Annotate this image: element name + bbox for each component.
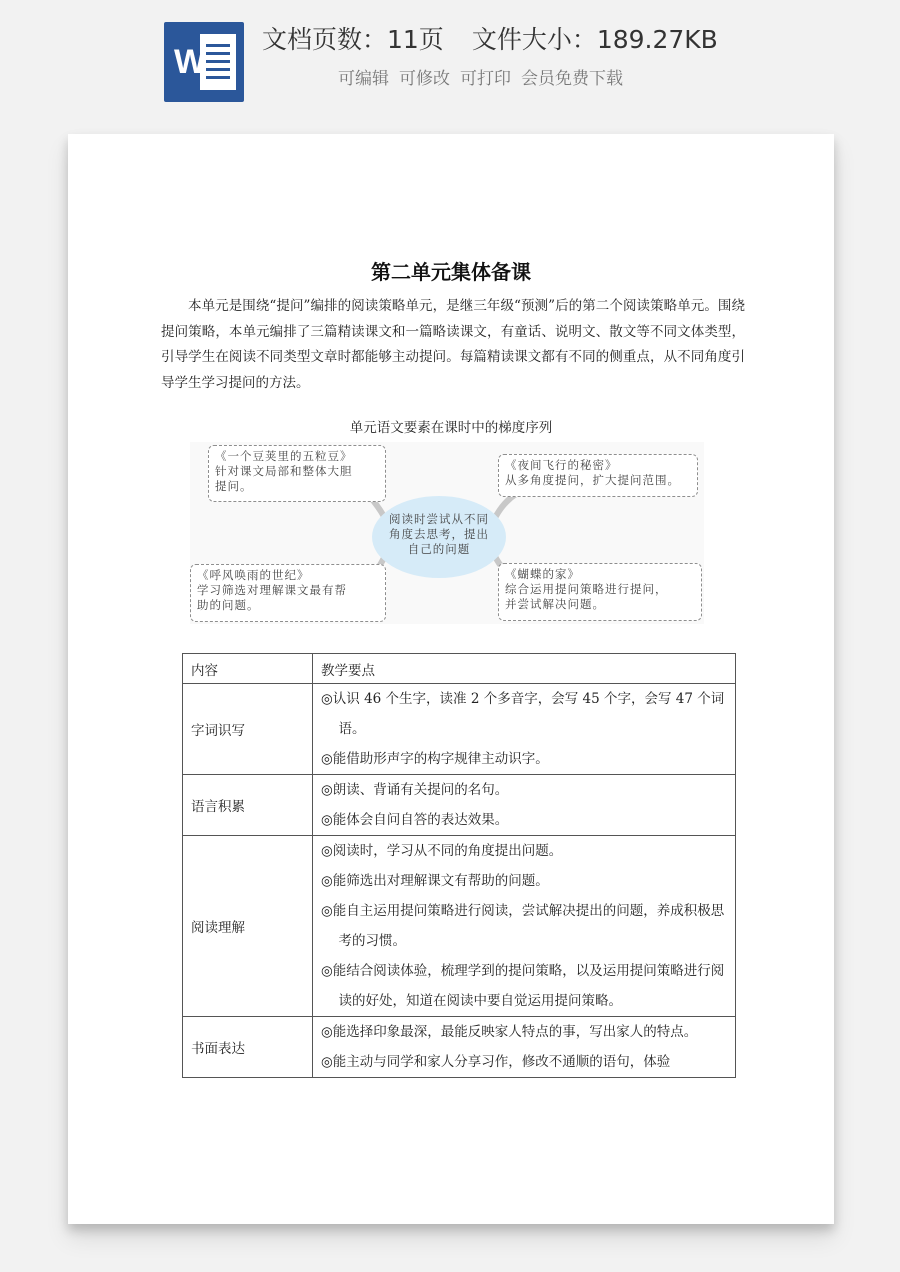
feature-modifiable: 可修改 [399,69,450,89]
row-points [313,836,736,1017]
feature-list [338,66,798,92]
feature-editable: 可编辑 [338,69,389,89]
table-row [183,1017,736,1078]
point: ◎能选择印象最深，最能反映家人特点的事，写出家人的特点。 [321,1024,698,1040]
node-top-left: 《一个豆荚里的五粒豆》 针对课文局部和整体大胆 提问。 [208,445,386,502]
point: ◎能借助形声字的构字规律主动识字。 [321,751,549,767]
mind-map-diagram [190,442,704,624]
table-row [183,775,736,836]
row-points [313,684,736,775]
download-header [0,0,900,120]
point: ◎朗读、背诵有关提问的名句。 [321,782,509,798]
row-category: 字词识写 [183,684,313,775]
row-category: 语言积累 [183,775,313,836]
center-goal: 阅读时尝试从不同 角度去思考，提出 自己的问题 [389,512,489,556]
node-bottom-left: 《呼风唤雨的世纪》 学习筛选对理解课文最有帮 助的问题。 [190,564,386,622]
row-category: 阅读理解 [183,836,313,1017]
point: ◎能筛选出对理解课文有帮助的问题。 [321,873,549,889]
point: ◎阅读时，学习从不同的角度提出问题。 [321,843,563,859]
point: ◎能自主运用提问策略进行阅读，尝试解决提出的问题，养成积极思考的习惯。 [321,903,725,949]
table-header-row [183,654,736,684]
point: ◎能结合阅读体验，梳理学到的提问策略，以及运用提问策略进行阅读的好处，知道在阅读中要自觉运用提问策略。 [321,963,725,1009]
page-count: 文档页数：11页 [262,25,444,54]
point: ◎能主动与同学和家人分享习作，修改不通顺的语句，体验 [321,1054,671,1070]
file-size: 文件大小：189.27KB [471,25,718,54]
header-teaching-points: 教学要点 [313,654,736,684]
row-points [313,775,736,836]
document-title: 第二单元集体备课 [371,260,531,284]
table-row [183,836,736,1017]
row-category: 书面表达 [183,1017,313,1078]
row-points [313,1017,736,1078]
node-top-right: 《夜间飞行的秘密》 从多角度提问，扩大提问范围。 [498,454,698,497]
diagram-title: 单元语文要素在课时中的梯度序列 [349,420,553,436]
point: ◎能体会自问自答的表达效果。 [321,812,509,828]
intro-paragraph: 本单元是围绕“提问”编排的阅读策略单元，是继三年级“预测”后的第二个阅读策略单元。围绕提问策略，本单元编排了三篇精读课文和一篇略读课文，有童话、说明文、散文等不同文体类型，引导学生在阅读不同类型文章时都能够主动提问。每篇精读课文都有不同的侧重点，从不同角度引导学生学习提问的方法。 [161,298,745,391]
feature-member-download: 会员免费下载 [521,69,623,89]
table-row [183,684,736,775]
document-page [68,134,834,1224]
word-document-icon [164,22,244,102]
teaching-points-table [182,653,736,1078]
file-info [262,22,862,58]
node-bottom-right: 《蝴蝶的家》 综合运用提问策略进行提问， 并尝试解决问题。 [498,563,702,621]
header-content: 内容 [183,654,313,684]
word-icon-letter: W [173,43,207,81]
point: ◎认识 46 个生字，读准 2 个多音字，会写 45 个字，会写 47 个词语。 [321,691,725,737]
feature-printable: 可打印 [460,69,511,89]
